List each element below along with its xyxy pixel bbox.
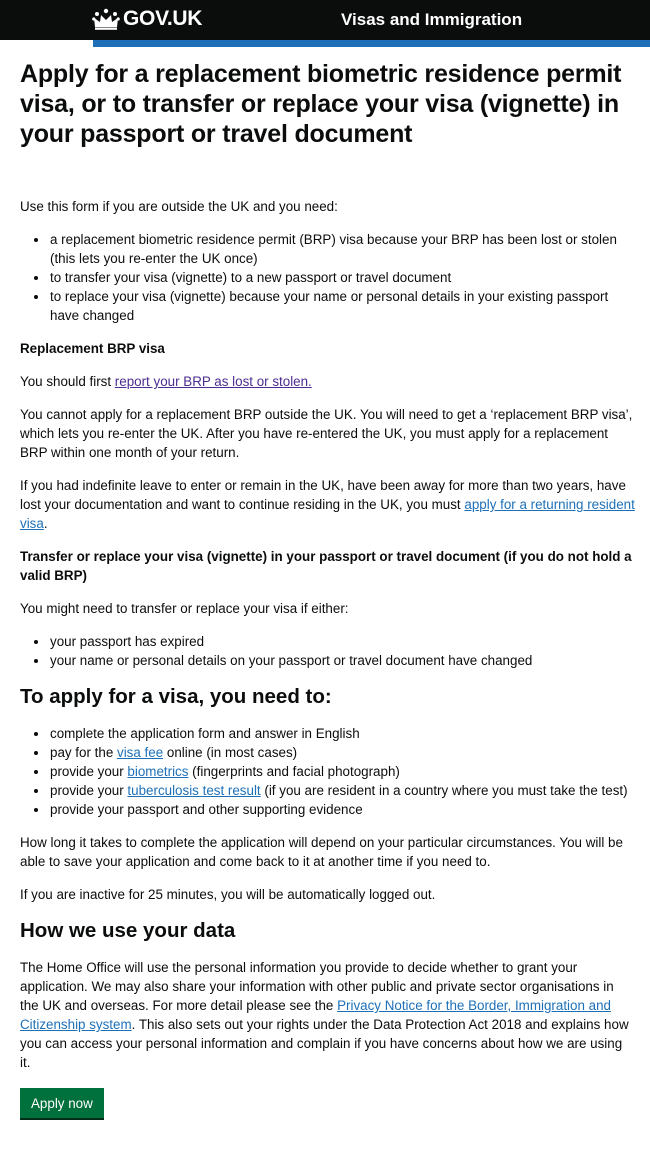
apply-heading: To apply for a visa, you need to: (20, 685, 332, 708)
list-item (20, 762, 636, 781)
list-item: a replacement biometric residence permit (BRP) visa because your BRP has been lost or stolen (this lets you re-enter the UK once) (20, 230, 636, 268)
main-content (20, 59, 636, 1118)
transfer-list (20, 632, 636, 670)
visa-fee-link[interactable]: visa fee (117, 745, 164, 760)
list-item (20, 743, 636, 762)
list-item: to transfer your visa (vignette) to a new passport or travel document (20, 268, 636, 287)
list-item: to replace your visa (vignette) because your name or personal details in your existing passport have changed (20, 287, 636, 325)
returning-resident-text (20, 476, 636, 533)
list-item: provide your passport and other supporting evidence (20, 800, 636, 819)
text-segment: You should first (20, 374, 115, 389)
text-segment: (fingerprints and facial photograph) (188, 764, 400, 779)
text-segment: . (43, 516, 48, 531)
transfer-heading: Transfer or replace your visa (vignette) in your passport or travel document (if you do not hold a valid BRP) (20, 549, 632, 583)
privacy-notice-link[interactable]: Privacy Notice for the Border, Immigration and Citizenship system (20, 998, 611, 1032)
list-item: your name or personal details on your passport or travel document have changed (20, 651, 636, 670)
brp-cannot-apply-text: You cannot apply for a replacement BRP outside the UK. You will need to get a ‘replacement BRP visa’, which lets you re-enter the UK. After you have re-entered the UK, you must apply for a replacement BRP within one month of your return. (20, 407, 633, 460)
logo-text: GOV.UK (123, 7, 203, 30)
transfer-intro-text: You might need to transfer or replace your visa if either: (20, 601, 349, 616)
govuk-logo-link[interactable] (92, 7, 202, 31)
biometrics-link[interactable]: biometrics (127, 764, 189, 779)
how-long-text: How long it takes to complete the application will depend on your particular circumstances. You will be able to save your application and come back to it at another time if you need to. (20, 835, 623, 869)
apply-now-button[interactable]: Apply now (20, 1088, 104, 1118)
text-segment: online (in most cases) (163, 745, 298, 760)
list-item: your passport has expired (20, 632, 636, 651)
list-item: complete the application form and answer in English (20, 724, 636, 743)
page-title: Apply for a replacement biometric residence permit visa, or to transfer or replace your visa (vignette) in your passport or travel document (20, 60, 622, 148)
text-segment: If you had indefinite leave to enter or remain in the UK, have been away for more than two years, have lost your documentation and want to continue residing in the UK, you must (20, 478, 626, 512)
tuberculosis-test-link[interactable]: tuberculosis test result (127, 783, 261, 798)
crown-icon (92, 8, 120, 30)
text-segment: (if you are resident in a country where you must take the test) (260, 783, 628, 798)
returning-resident-visa-link[interactable]: apply for a returning resident visa (20, 497, 635, 531)
intro-text: Use this form if you are outside the UK and you need: (20, 199, 338, 214)
data-use-heading: How we use your data (20, 919, 236, 942)
text-segment: provide your (50, 783, 128, 798)
text-segment: pay for the (50, 745, 117, 760)
site-header (0, 0, 650, 40)
text-segment: provide your (50, 764, 128, 779)
text-segment: The Home Office will use the personal information you provide to decide whether to grant your application. We may also share your information with other public and private sector organisations in the UK and overseas. For more detail please see the (20, 960, 614, 1013)
apply-requirements-list (20, 724, 636, 819)
text-segment: . This also sets out your rights under the Data Protection Act 2018 and explains how you can access your personal information and complain if you have concerns about how we are using it. (20, 1017, 629, 1070)
header-blue-bar (93, 40, 650, 47)
brp-heading: Replacement BRP visa (20, 341, 165, 356)
report-brp-lost-link[interactable]: report your BRP as lost or stolen. (114, 374, 312, 389)
service-name-link[interactable]: Visas and Immigration (341, 10, 523, 29)
inactive-text: If you are inactive for 25 minutes, you will be automatically logged out. (20, 887, 436, 902)
brp-first-text (20, 372, 636, 391)
data-use-text (20, 958, 636, 1072)
list-item (20, 781, 636, 800)
intro-list (20, 230, 636, 325)
